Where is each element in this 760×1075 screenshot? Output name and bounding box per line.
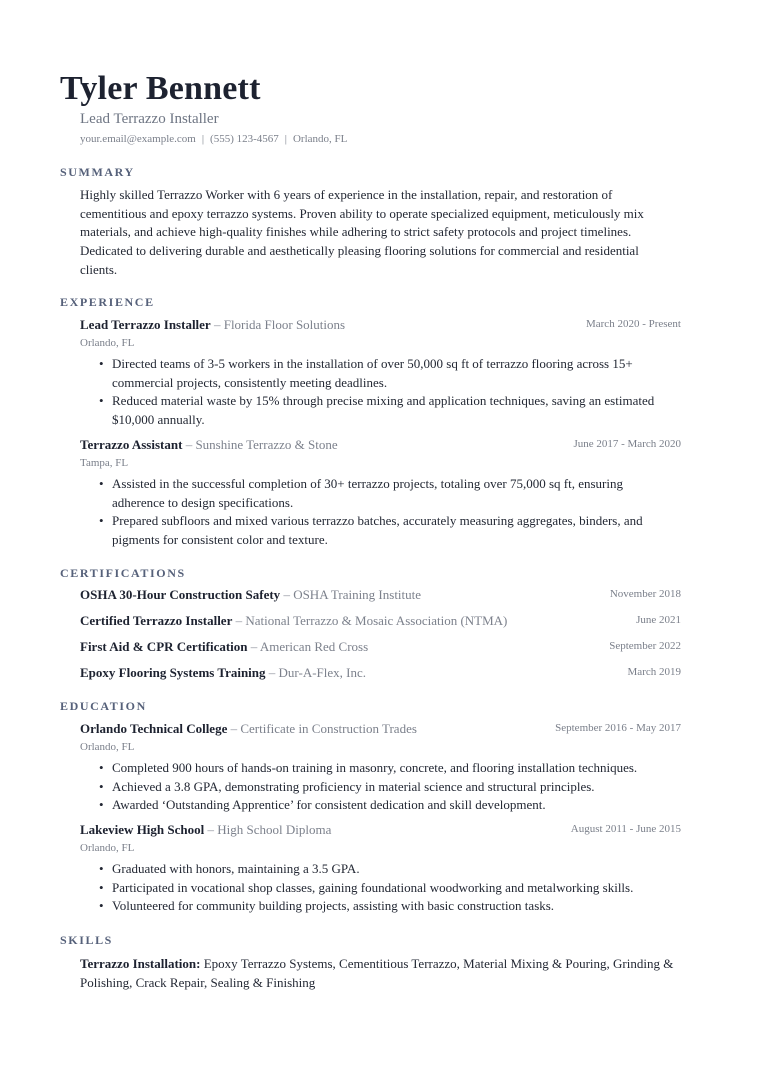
experience-entry-header [80, 437, 681, 455]
education-entry-header [80, 822, 681, 840]
certification-date: November 2018 [609, 588, 681, 600]
job-dates: March 2020 - Present [585, 318, 681, 330]
education-entry-header [80, 721, 681, 739]
certification-row [80, 587, 681, 605]
certification-row [80, 613, 681, 631]
list-item: • Directed teams of 3-5 workers in the installation of over 50,000 sq ft of terrazzo flooring across 15+ commercial projects, consistently meeting deadlines. [112, 355, 672, 392]
dash-separator: – [268, 665, 276, 680]
education-heading: EDUCATION [60, 699, 147, 713]
candidate-role: Lead Terrazzo Installer [80, 111, 219, 127]
contact-location: Orlando, FL [292, 133, 348, 145]
experience-bullets [112, 355, 672, 430]
list-item: • Assisted in the successful completion of 30+ terrazzo projects, totaling over 75,000 sq ft, ensuring adherence to design specifications. [112, 475, 672, 512]
experience-heading: EXPERIENCE [60, 295, 155, 309]
skills-category: Terrazzo Installation: [80, 956, 201, 971]
list-item: • Graduated with honors, maintaining a 3.5 GPA. [112, 860, 672, 879]
list-item: • Volunteered for community building projects, assisting with basic construction tasks. [112, 897, 672, 916]
contact-phone[interactable]: (555) 123-4567 [210, 133, 279, 145]
education-location: Orlando, FL [80, 741, 135, 753]
experience-bullets [112, 475, 672, 550]
summary-heading: SUMMARY [60, 165, 135, 179]
education-bullets [112, 759, 672, 815]
certification-title: First Aid & CPR Certification [80, 639, 248, 654]
education-dates: September 2016 - May 2017 [555, 722, 681, 734]
certification-date: September 2022 [609, 640, 681, 652]
certification-title: Epoxy Flooring Systems Training [80, 665, 266, 680]
list-item: • Completed 900 hours of hands-on training in masonry, concrete, and flooring installation techniques. [112, 759, 672, 778]
school-name: Orlando Technical College [80, 721, 228, 736]
degree-name: High School Diploma [217, 822, 332, 837]
education-location: Orlando, FL [80, 842, 135, 854]
experience-entry-header [80, 317, 681, 335]
certification-title: OSHA 30-Hour Construction Safety [80, 587, 281, 602]
candidate-name: Tyler Bennett [60, 70, 261, 107]
certifications-heading: CERTIFICATIONS [60, 566, 186, 580]
job-title: Lead Terrazzo Installer [80, 317, 211, 332]
contact-email[interactable]: your.email@example.com [80, 133, 196, 145]
contact-line [80, 133, 347, 145]
dash-separator: – [283, 587, 290, 602]
certification-date: June 2021 [636, 614, 681, 626]
contact-separator: | [284, 133, 287, 145]
skills-list: Epoxy Terrazzo Systems, Cementitious Terrazzo, Material Mixing & Pouring, Grinding & Polishing, Crack Repair, Sealing & Finishing [80, 956, 674, 990]
skills-line [80, 954, 680, 992]
dash-separator: – [185, 437, 193, 452]
job-location: Orlando, FL [80, 337, 135, 349]
list-item: • Participated in vocational shop classes, gaining foundational woodworking and metalworking skills. [112, 879, 672, 898]
dash-separator: – [207, 822, 214, 837]
education-bullets [112, 860, 672, 916]
job-dates: June 2017 - March 2020 [573, 438, 681, 450]
education-dates: August 2011 - June 2015 [570, 823, 681, 835]
degree-name: Certificate in Construction Trades [240, 721, 417, 736]
employer-name: Florida Floor Solutions [223, 317, 346, 332]
certification-row [80, 639, 681, 657]
dash-separator: – [235, 613, 243, 628]
list-item: • Reduced material waste by 15% through precise mixing and application techniques, saving an estimated $10,000 annually. [112, 392, 672, 429]
skills-heading: SKILLS [60, 933, 113, 947]
list-item: • Achieved a 3.8 GPA, demonstrating proficiency in material science and structural principles. [112, 778, 672, 797]
dash-separator: – [250, 639, 258, 654]
contact-separator: | [201, 133, 205, 145]
job-title: Terrazzo Assistant [80, 437, 183, 452]
dash-separator: – [230, 721, 238, 736]
certification-issuer: American Red Cross [259, 639, 369, 654]
certification-issuer: National Terrazzo & Mosaic Association (NTMA) [245, 613, 508, 628]
certification-title: Certified Terrazzo Installer [80, 613, 233, 628]
certification-date: March 2019 [627, 666, 681, 678]
certification-issuer: Dur-A-Flex, Inc. [278, 665, 366, 680]
certification-row [80, 665, 681, 683]
certification-issuer: OSHA Training Institute [293, 587, 422, 602]
summary-text: Highly skilled Terrazzo Worker with 6 years of experience in the installation, repair, and restoration of cementitious and epoxy terrazzo systems. Proven ability to operate specialized equipment, meticulously mix materials, and achieve high-quality finishes while adhering to strict safety protocols and project timelines. Dedicated to delivering durable and aesthetically pleasing flooring solutions for commercial and residential clients. [80, 187, 644, 277]
list-item: • Awarded ‘Outstanding Apprentice’ for consistent dedication and skill development. [112, 796, 672, 815]
job-location: Tampa, FL [80, 457, 129, 469]
employer-name: Sunshine Terrazzo & Stone [195, 437, 338, 452]
dash-separator: – [213, 317, 221, 332]
school-name: Lakeview High School [80, 822, 205, 837]
list-item: • Prepared subfloors and mixed various terrazzo batches, accurately measuring aggregates, binders, and pigments for consistent color and texture. [112, 512, 672, 549]
